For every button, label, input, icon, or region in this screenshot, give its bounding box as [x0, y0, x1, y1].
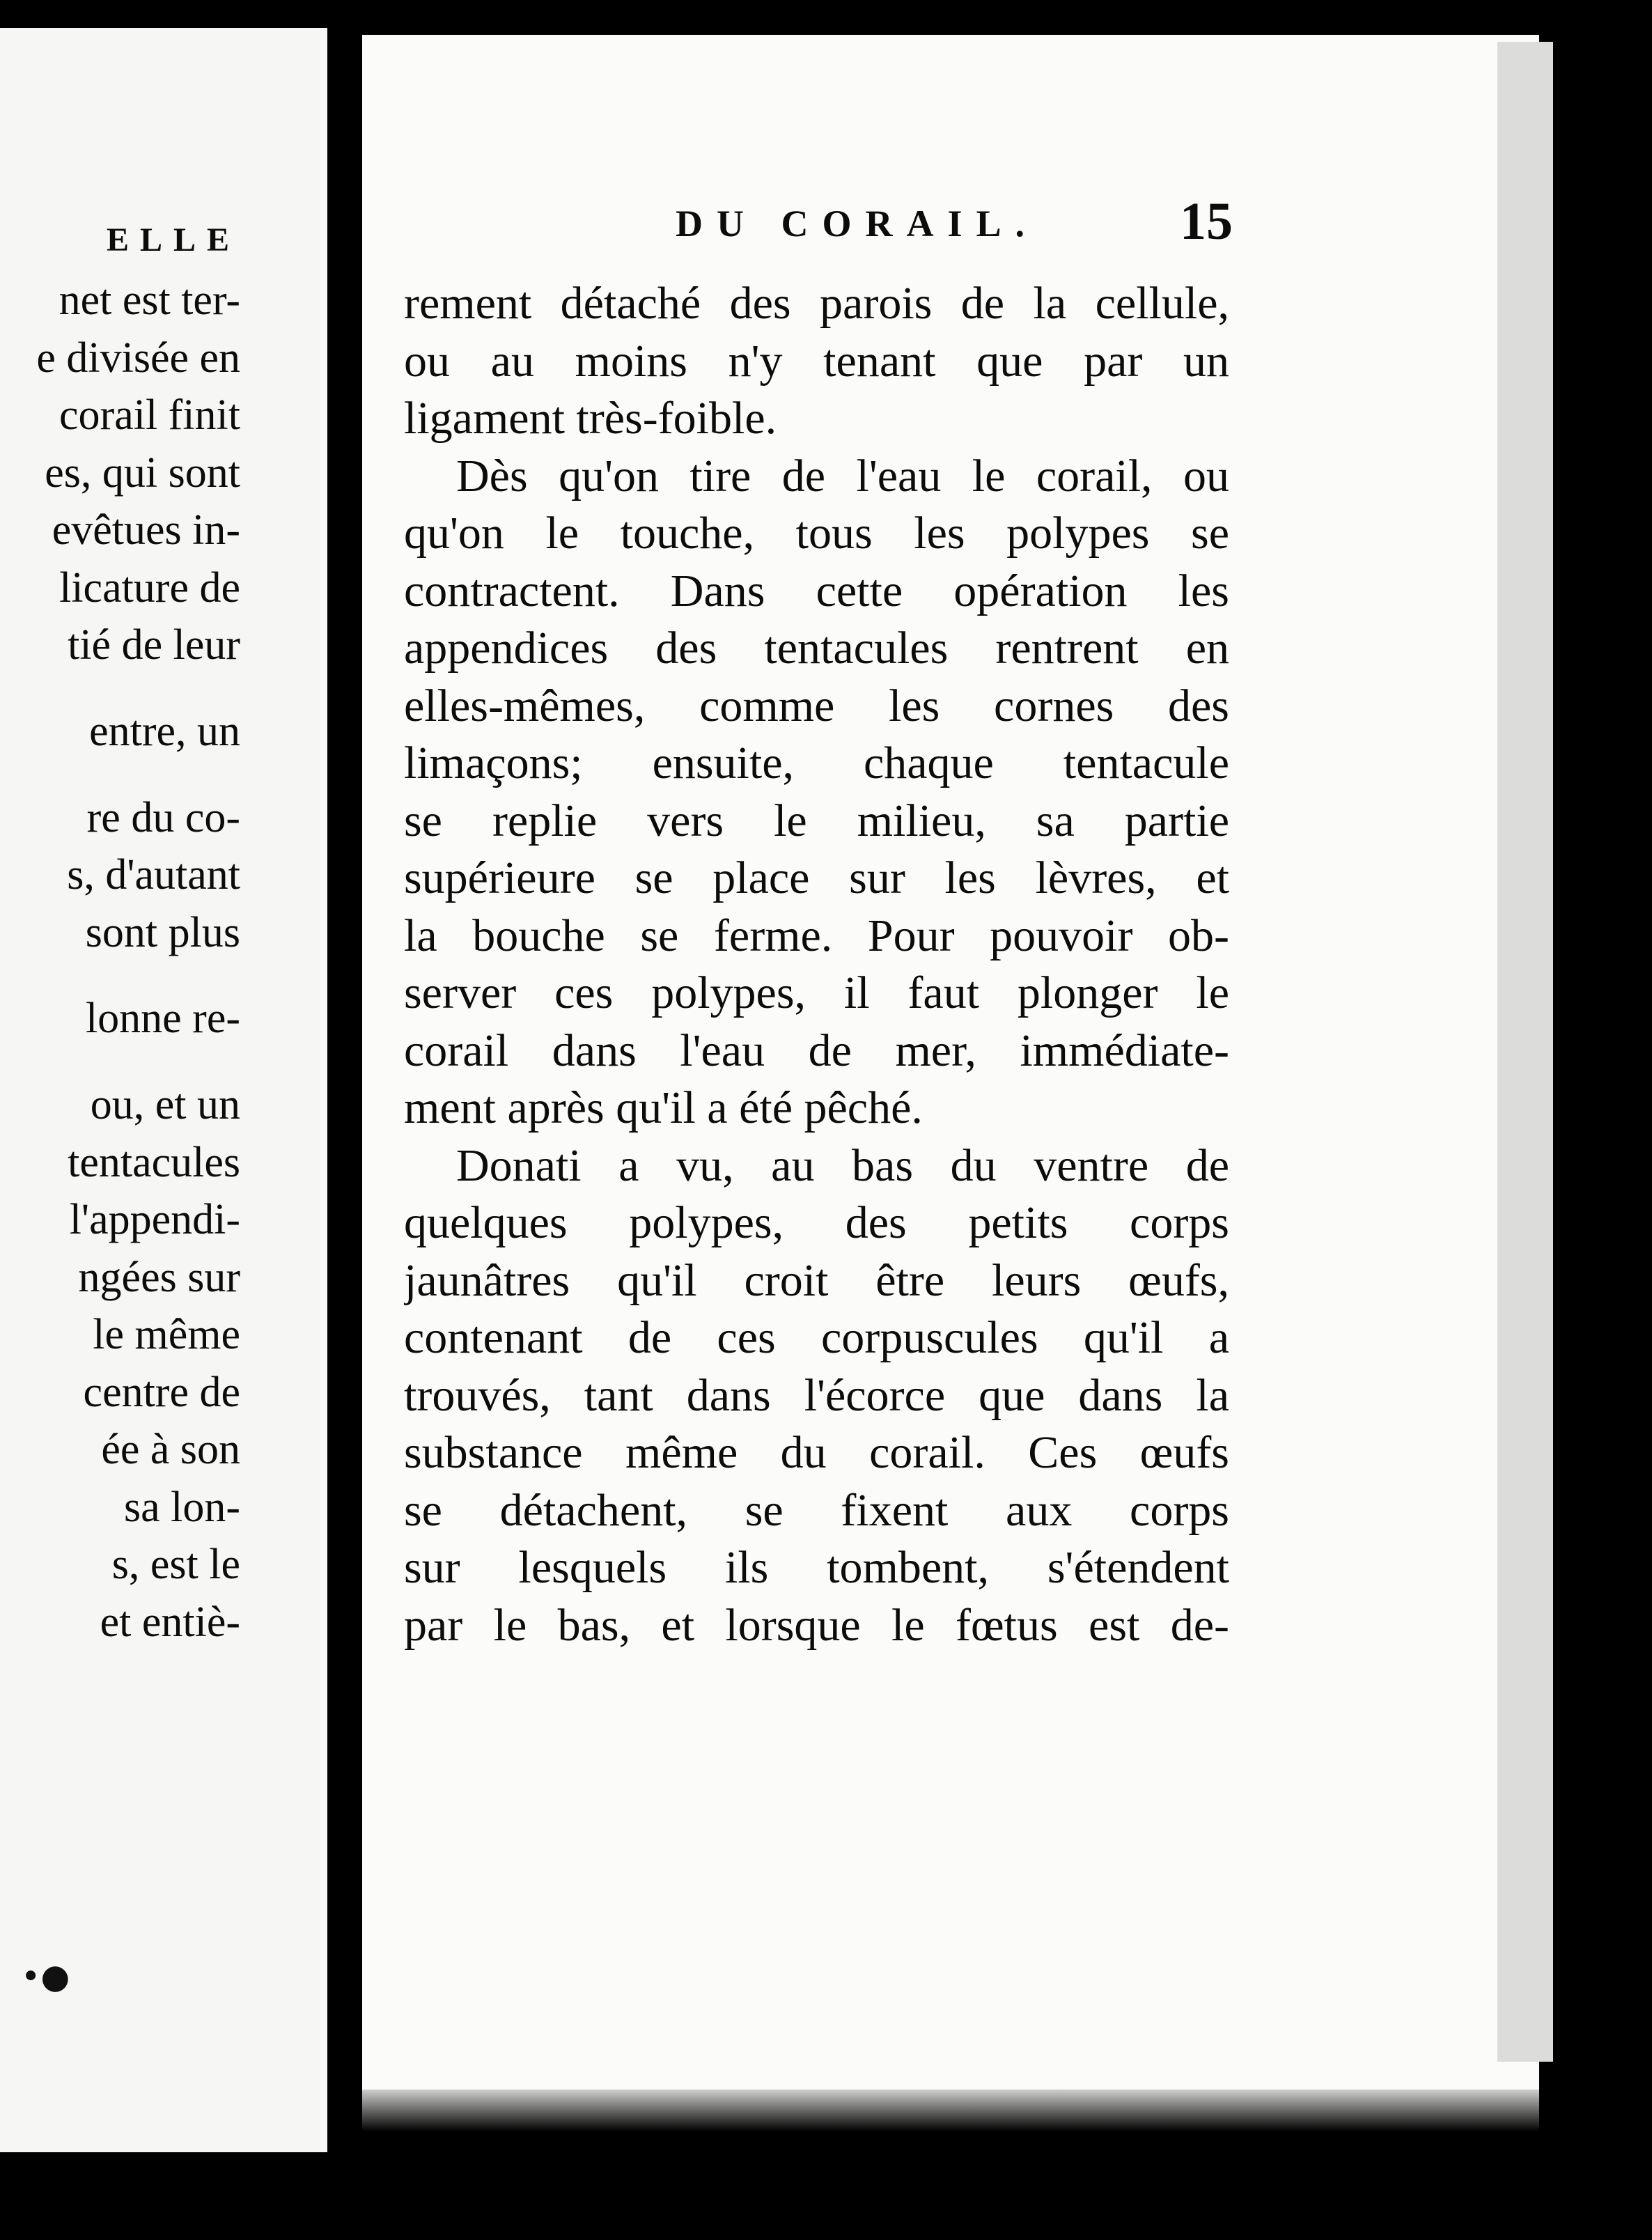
text-line: server ces polypes, il faut plonger le	[404, 967, 1229, 1018]
ink-mark: •●	[21, 1957, 70, 1996]
text-line: ou au moins n'y tenant que par un	[404, 335, 1229, 387]
text-line: supérieure se place sur les lèvres, et	[404, 853, 1229, 903]
text-line: quelques polypes, des petits corps	[404, 1197, 1229, 1248]
text-line: Donati a vu, au bas du ventre de	[456, 1140, 1229, 1191]
text-line: trouvés, tant dans l'écorce que dans la	[404, 1369, 1229, 1421]
page-number: 15	[1180, 192, 1233, 251]
left-line: l'appendi-	[69, 1196, 240, 1243]
text-line: rement détaché des parois de la cellule,	[404, 278, 1229, 329]
left-line: ée à son	[101, 1426, 240, 1473]
left-running-head: ELLE	[106, 221, 240, 258]
left-line: sont plus	[85, 908, 240, 956]
text-line: la bouche se ferme. Pour pouvoir ob-	[404, 910, 1229, 961]
left-line: ou, et un	[90, 1081, 240, 1128]
page-bottom-shadow	[362, 2090, 1539, 2131]
left-line: centre de	[83, 1368, 240, 1416]
text-line: jaunâtres qu'il croit être leurs œufs,	[404, 1254, 1229, 1306]
text-line: se détachent, se fixent aux corps	[404, 1484, 1229, 1536]
left-line: s, est le	[111, 1541, 240, 1588]
left-line: corail finit	[59, 391, 240, 439]
text-line: par le bas, et lorsque le fœtus est de-	[404, 1599, 1229, 1651]
running-head	[327, 192, 1233, 268]
left-line: le même	[93, 1311, 240, 1358]
left-line: licature de	[59, 563, 240, 612]
left-line: re du co-	[86, 793, 240, 841]
text-line: Dès qu'on tire de l'eau le corail, ou	[456, 450, 1229, 501]
left-page	[0, 28, 327, 2152]
text-line: qu'on le touche, tous les polypes se	[404, 508, 1229, 559]
text-line: corail dans l'eau de mer, immédiate-	[404, 1025, 1229, 1076]
left-line: tié de leur	[68, 621, 240, 669]
text-line: sur lesquels ils tombent, s'étendent	[404, 1542, 1229, 1593]
text-line: appendices des tentacules rentrent en	[404, 623, 1229, 674]
text-line: elles-mêmes, comme les cornes des	[404, 680, 1229, 731]
left-page-text	[0, 209, 240, 1651]
left-line: entre, un	[89, 707, 240, 755]
page-edge-shadow	[1497, 42, 1553, 2062]
left-line: net est ter-	[59, 277, 240, 324]
left-line: sa lon-	[123, 1483, 240, 1531]
left-line: es, qui sont	[45, 449, 240, 497]
text-line: ment après qu'il a été pêché.	[404, 1082, 923, 1133]
left-line: e divisée en	[36, 334, 240, 382]
left-line: ngées sur	[78, 1253, 240, 1301]
text-line: limaçons; ensuite, chaque tentacule	[404, 738, 1229, 788]
text-line: substance même du corail. Ces œufs	[404, 1427, 1229, 1478]
text-line: contractent. Dans cette opération les	[404, 565, 1229, 616]
text-line: se replie vers le milieu, sa partie	[404, 795, 1229, 846]
body-text	[404, 275, 1229, 1654]
left-line: evêtues in-	[52, 506, 240, 554]
text-line: ligament très-foible.	[404, 393, 777, 444]
left-line: tentacules	[68, 1138, 240, 1186]
left-line: et entiè-	[100, 1598, 240, 1646]
book-gutter	[327, 0, 362, 2240]
left-line: lonne re-	[85, 995, 240, 1042]
left-line: s, d'autant	[67, 851, 240, 899]
text-line: contenant de ces corpuscules qu'il a	[404, 1312, 1229, 1363]
running-title: DU CORAIL.	[676, 203, 1039, 244]
